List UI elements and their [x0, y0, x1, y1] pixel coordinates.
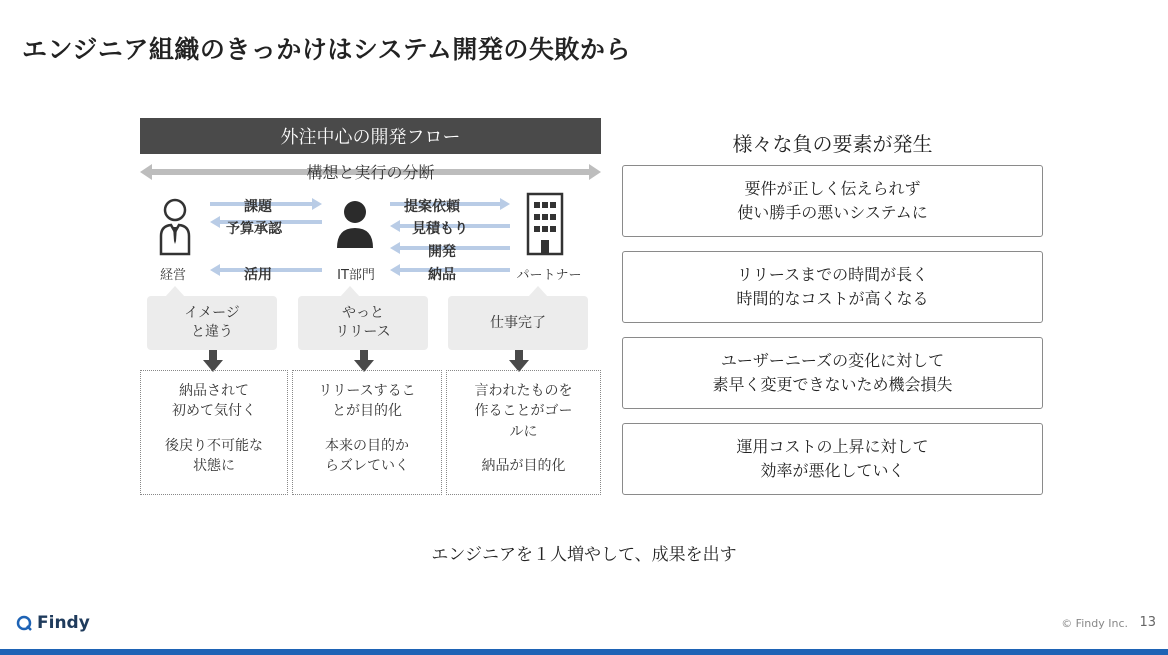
factor-item: 要件が正しく伝えられず 使い勝手の悪いシステムに: [622, 165, 1043, 237]
bubble-partner: 仕事完了: [448, 296, 588, 350]
arrow-down-icon: [508, 350, 530, 372]
arrow-down-icon: [202, 350, 224, 372]
flow-header: 外注中心の開発フロー: [140, 118, 601, 154]
flow-arrows: [140, 190, 601, 290]
divide-label: 構想と実行の分断: [306, 163, 435, 182]
result-box-it-dept: リリースするこ とが目的化 本来の目的か らズレていく: [292, 370, 442, 495]
actor-it-dept-label: IT部門: [337, 268, 375, 283]
flow-label-develop: 開発: [428, 244, 456, 260]
page-number: 13: [1139, 615, 1156, 630]
bubble-it-dept: やっと リリース: [298, 296, 428, 350]
flow-label-budget: 予算承認: [226, 221, 282, 237]
factor-item: リリースまでの時間が長く 時間的なコストが高くなる: [622, 251, 1043, 323]
factors-title: 様々な負の要素が発生: [732, 132, 933, 156]
flow-label-delivery: 納品: [428, 267, 456, 283]
actor-partner-label: パートナー: [516, 268, 582, 283]
copyright: © Findy Inc.: [1061, 617, 1128, 630]
flow-label-estimate: 見積もり: [412, 221, 468, 237]
result-box-partner: 言われたものを 作ることがゴー ルに 納品が目的化: [446, 370, 601, 495]
logo-text: Findy: [37, 613, 90, 633]
flow-label-use: 活用: [244, 267, 272, 283]
findy-logo-icon: [16, 615, 32, 631]
slide-subtitle: エンジニアを１人増やして、成果を出す: [431, 545, 737, 565]
factor-item: 運用コストの上昇に対して 効率が悪化していく: [622, 423, 1043, 495]
result-box-management: 納品されて 初めて気付く 後戻り不可能な 状態に: [140, 370, 288, 495]
findy-logo: [16, 613, 90, 633]
factor-item: ユーザーニーズの変化に対して 素早く変更できないため機会損失: [622, 337, 1043, 409]
actor-management-label: 経営: [159, 268, 186, 283]
bubble-management: イメージ と違う: [147, 296, 277, 350]
flow-label-proposal: 提案依頼: [404, 199, 460, 215]
slide-title: エンジニア組織のきっかけはシステム開発の失敗から: [22, 35, 631, 64]
bottom-bar: [0, 649, 1168, 655]
flow-label-issue: 課題: [244, 199, 272, 215]
arrow-down-icon: [353, 350, 375, 372]
